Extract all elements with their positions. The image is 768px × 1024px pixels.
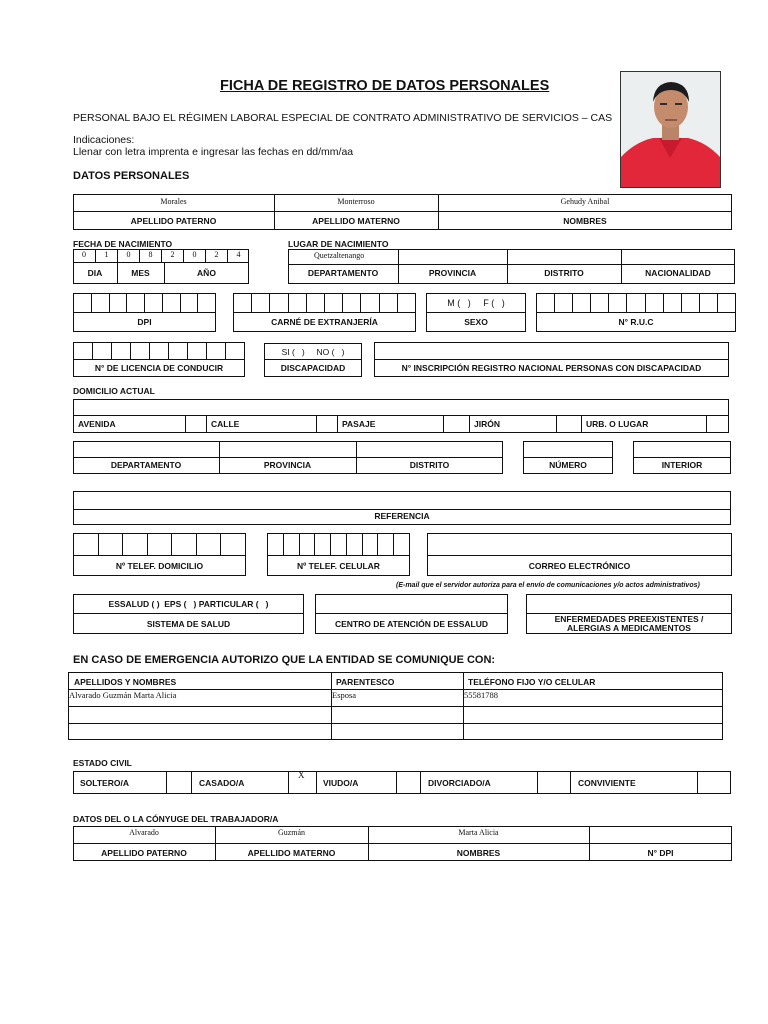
lugar-nacimiento-label: LUGAR DE NACIMIENTO — [288, 239, 389, 249]
birth-digit-cell[interactable]: 4 — [227, 249, 249, 262]
centro-atencion-input[interactable] — [315, 594, 508, 614]
ruc-label: N° R.U.C — [618, 317, 654, 327]
row1-parentesco: Esposa — [332, 690, 357, 700]
nombres-value: Gehudy Anibal — [560, 197, 610, 206]
birth-digit-cell[interactable]: 0 — [117, 249, 139, 262]
conyuge-apellido-materno-label: APELLIDO MATERNO — [247, 848, 336, 858]
apellido-paterno-label: APELLIDO PATERNO — [130, 216, 217, 226]
interior-label: INTERIOR — [661, 460, 703, 470]
calle-label: CALLE — [211, 419, 240, 429]
dpi-label: DPI — [137, 317, 152, 327]
numero-label: NÚMERO — [549, 460, 587, 470]
sexo-options: M ( ) F ( ) — [447, 298, 505, 308]
birth-digit-cell[interactable]: 0 — [183, 249, 205, 262]
mes-label: MES — [131, 268, 150, 278]
pasaje-label: PASAJE — [342, 419, 376, 429]
discapacidad-options: SI ( ) NO ( ) — [281, 347, 345, 357]
domicilio-departamento-label: DEPARTAMENTO — [110, 460, 182, 470]
avenida-label: AVENIDA — [78, 419, 116, 429]
soltero-label: SOLTERO/A — [80, 778, 129, 788]
urb-label: URB. O LUGAR — [586, 419, 649, 429]
domicilio-provincia-label: PROVINCIA — [263, 460, 312, 470]
birth-digit-cell[interactable]: 1 — [95, 249, 117, 262]
domicilio-title: DOMICILIO ACTUAL — [73, 386, 155, 396]
licencia-label: N° DE LICENCIA DE CONDUCIR — [94, 363, 224, 373]
telef-domicilio-label: Nº TELEF. DOMICILIO — [115, 561, 204, 571]
enfermedades-label-1: ENFERMEDADES PREEXISTENTES / — [554, 614, 704, 624]
discapacidad-label: DISCAPACIDAD — [280, 363, 346, 373]
dpi-cells[interactable] — [73, 293, 216, 313]
registro-discapacidad-label: N° INSCRIPCIÓN REGISTRO NACIONAL PERSONAS CON DISCAPACIDAD — [401, 363, 702, 373]
correo-input[interactable] — [427, 533, 732, 556]
indicaciones-label: Indicaciones: — [73, 134, 135, 146]
col-nombres-header: APELLIDOS Y NOMBRES — [74, 677, 177, 687]
registro-discapacidad-input[interactable] — [374, 342, 729, 360]
col-parentesco-header: PARENTESCO — [336, 677, 395, 687]
conyuge-nombres-value: Marta Alicia — [458, 828, 499, 837]
telef-celular-cells[interactable] — [267, 533, 410, 556]
referencia-label: REFERENCIA — [374, 511, 430, 521]
conyuge-apellido-paterno-label: APELLIDO PATERNO — [101, 848, 187, 858]
sistema-salud-label: SISTEMA DE SALUD — [146, 619, 231, 629]
datos-personales-title: DATOS PERSONALES — [73, 170, 190, 182]
nombres-label: NOMBRES — [563, 216, 607, 226]
enfermedades-label-2: ALERGIAS A MEDICAMENTOS — [567, 623, 691, 633]
apellido-paterno-value: Morales — [160, 197, 187, 206]
carne-cells[interactable] — [233, 293, 416, 313]
dia-label: DIA — [87, 268, 103, 278]
emergencia-title: EN CASO DE EMERGENCIA AUTORIZO QUE LA ENTIDAD SE COMUNIQUE CON: — [73, 654, 496, 666]
domicilio-input[interactable] — [73, 399, 729, 416]
viudo-label: VIUDO/A — [323, 778, 359, 788]
conyuge-dpi-label: N° DPI — [647, 848, 674, 858]
correo-label: CORREO ELECTRÓNICO — [528, 561, 631, 571]
carne-label: CARNÉ DE EXTRANJERÍA — [271, 317, 378, 327]
birth-digit-cell[interactable]: 0 — [82, 250, 86, 259]
anio-label: AÑO — [197, 268, 216, 278]
birth-digit-cell[interactable]: 2 — [161, 249, 183, 262]
email-note: (E-mail que el servidor autoriza para el envío de comunicaciones y/o actos administrativos) — [396, 582, 700, 589]
row1-telefono: 55581788 — [464, 690, 498, 700]
lugar-value: Quetzaltenango — [314, 251, 365, 260]
jiron-label: JIRÓN — [474, 419, 500, 429]
telef-domicilio-cells[interactable] — [73, 533, 246, 556]
domicilio-distrito-label: DISTRITO — [409, 460, 450, 470]
licencia-cells[interactable] — [73, 342, 245, 360]
fecha-nacimiento-label: FECHA DE NACIMIENTO — [73, 239, 173, 249]
nacionalidad-label: NACIONALIDAD — [645, 268, 711, 278]
conviviente-label: CONVIVIENTE — [578, 778, 636, 788]
casado-mark[interactable]: X — [298, 770, 305, 780]
estado-civil-title: ESTADO CIVIL — [73, 758, 132, 768]
sexo-label: SEXO — [464, 317, 488, 327]
page-subtitle: PERSONAL BAJO EL RÉGIMEN LABORAL ESPECIAL DE CONTRATO ADMINISTRATIVO DE SERVICIOS – CAS — [73, 112, 613, 124]
ruc-cells[interactable] — [536, 293, 736, 313]
conyuge-nombres-label: NOMBRES — [456, 848, 501, 858]
birth-digit-cell[interactable]: 8 — [139, 249, 161, 262]
salud-options: ESSALUD ( ) EPS ( ) PARTICULAR ( ) — [108, 599, 269, 609]
conyuge-apellido-materno-value: Guzmán — [277, 828, 306, 837]
telef-celular-label: Nº TELEF. CELULAR — [297, 561, 380, 571]
casado-label: CASADO/A — [199, 778, 245, 788]
provincia-label: PROVINCIA — [428, 268, 477, 278]
birth-digit-cell[interactable]: 2 — [205, 249, 227, 262]
apellido-materno-label: APELLIDO MATERNO — [312, 216, 400, 226]
distrito-label: DISTRITO — [544, 268, 584, 278]
indicaciones-text: Llenar con letra imprenta e ingresar las fechas en dd/mm/aa — [73, 146, 354, 158]
enfermedades-input[interactable] — [526, 594, 732, 614]
conyuge-title: DATOS DEL O LA CÓNYUGE DEL TRABAJADOR/A — [73, 814, 279, 824]
departamento-label: DEPARTAMENTO — [307, 268, 379, 278]
person-portrait-icon — [621, 72, 720, 187]
page-title: FICHA DE REGISTRO DE DATOS PERSONALES — [220, 78, 550, 94]
divorciado-label: DIVORCIADO/A — [428, 778, 491, 788]
id-photo — [620, 71, 721, 188]
col-telefono-header: TELÉFONO FIJO Y/O CELULAR — [468, 677, 596, 687]
apellido-materno-value: Monterroso — [337, 197, 375, 206]
row1-nombre: Alvarado Guzmán Marta Alicia — [69, 690, 177, 700]
conyuge-apellido-paterno-value: Alvarado — [129, 828, 159, 837]
centro-atencion-label: CENTRO DE ATENCIÓN DE ESSALUD — [334, 619, 488, 629]
